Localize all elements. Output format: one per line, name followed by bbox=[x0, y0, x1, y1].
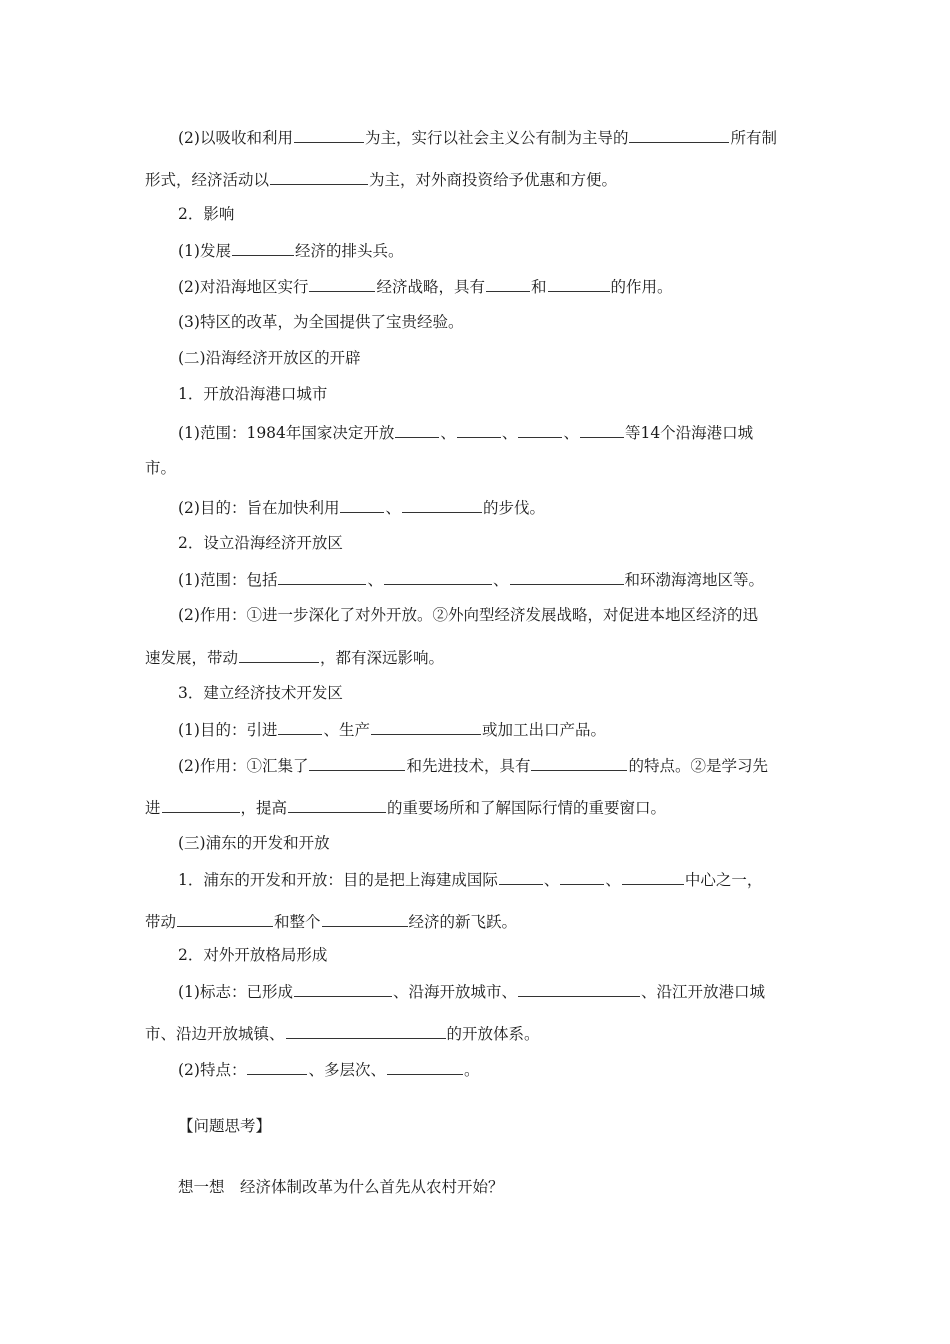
fill-blank[interactable] bbox=[622, 869, 684, 885]
text-line bbox=[178, 833, 950, 853]
fill-blank[interactable] bbox=[387, 1059, 463, 1075]
text-line bbox=[178, 981, 950, 1002]
fill-blank[interactable] bbox=[288, 797, 386, 813]
fill-blank[interactable] bbox=[486, 276, 530, 292]
fill-blank[interactable] bbox=[177, 911, 273, 927]
text-segment: (2)目的：旨在加快利用 bbox=[178, 499, 340, 517]
text-segment: 市、沿边开放城镇、 bbox=[145, 1025, 285, 1043]
text-line bbox=[178, 276, 950, 297]
text-line bbox=[178, 422, 950, 443]
text-line bbox=[145, 647, 950, 668]
text-segment: 、 bbox=[563, 424, 579, 442]
text-segment: 、 bbox=[501, 424, 518, 442]
fill-blank[interactable] bbox=[162, 797, 240, 813]
text-segment: 想一想 经济体制改革为什么首先从农村开始？ bbox=[178, 1178, 504, 1196]
fill-blank[interactable] bbox=[247, 1059, 307, 1075]
fill-blank[interactable] bbox=[340, 497, 384, 513]
text-line bbox=[178, 240, 950, 261]
fill-blank[interactable] bbox=[294, 127, 364, 143]
text-segment: 、 bbox=[440, 424, 456, 442]
fill-blank[interactable] bbox=[548, 276, 610, 292]
text-segment: 和 bbox=[530, 278, 547, 296]
text-segment: 速发展，带动 bbox=[145, 649, 239, 667]
text-line bbox=[145, 911, 950, 932]
text-segment: 、多层次、 bbox=[308, 1061, 386, 1079]
text-segment: (二)沿海经济开放区的开辟 bbox=[178, 349, 361, 367]
text-segment: (三)浦东的开发和开放 bbox=[178, 834, 330, 852]
text-segment: 的开放体系。 bbox=[446, 1025, 540, 1043]
text-segment: 等14个沿海港口城 bbox=[624, 424, 754, 442]
text-line bbox=[145, 458, 950, 478]
text-segment: ，提高 bbox=[240, 799, 288, 817]
text-segment: (3)特区的改革，为全国提供了宝贵经验。 bbox=[178, 313, 464, 331]
text-segment: 带动 bbox=[145, 913, 177, 931]
text-line bbox=[178, 348, 950, 368]
text-segment: 所有制 bbox=[730, 129, 777, 147]
text-segment: (2)对沿海地区实行 bbox=[178, 278, 309, 296]
text-segment: 的步伐。 bbox=[482, 499, 545, 517]
fill-blank[interactable] bbox=[286, 1023, 446, 1039]
text-segment: 2．影响 bbox=[178, 205, 235, 223]
text-line bbox=[178, 1177, 950, 1197]
fill-blank[interactable] bbox=[294, 981, 392, 997]
fill-blank[interactable] bbox=[278, 719, 322, 735]
text-segment: 、 bbox=[492, 571, 509, 589]
text-segment: (1)范围：包括 bbox=[178, 571, 278, 589]
text-segment: 。 bbox=[463, 1061, 480, 1079]
text-line bbox=[178, 945, 950, 965]
text-segment: ，都有深远影响。 bbox=[320, 649, 445, 667]
text-segment: 【问题思考】 bbox=[178, 1117, 272, 1135]
text-line bbox=[178, 755, 950, 776]
fill-blank[interactable] bbox=[402, 497, 482, 513]
fill-blank[interactable] bbox=[531, 755, 627, 771]
text-segment: 、沿江开放港口城 bbox=[640, 983, 765, 1001]
text-segment: 经济的新飞跃。 bbox=[408, 913, 518, 931]
fill-blank[interactable] bbox=[278, 569, 366, 585]
text-segment: (1)范围：1984年国家决定开放 bbox=[178, 424, 395, 442]
fill-blank[interactable] bbox=[510, 569, 624, 585]
text-segment: (1)标志：已形成 bbox=[178, 983, 293, 1001]
text-segment: 的特点。②是学习先 bbox=[628, 757, 768, 775]
text-segment: 、 bbox=[543, 871, 560, 889]
fill-blank[interactable] bbox=[371, 719, 481, 735]
text-segment: 3．建立经济技术开发区 bbox=[178, 684, 343, 702]
text-line bbox=[178, 312, 950, 332]
fill-blank[interactable] bbox=[580, 422, 624, 438]
text-segment: 、 bbox=[605, 871, 621, 889]
text-segment: 的作用。 bbox=[610, 278, 673, 296]
fill-blank[interactable] bbox=[322, 911, 408, 927]
text-line bbox=[178, 1116, 950, 1136]
text-segment: (2)作用：①汇集了 bbox=[178, 757, 309, 775]
text-segment: 为主，实行以社会主义公有制为主导的 bbox=[364, 129, 629, 147]
text-segment: 、 bbox=[385, 499, 401, 517]
fill-blank[interactable] bbox=[395, 422, 439, 438]
text-line bbox=[178, 1059, 950, 1080]
fill-blank[interactable] bbox=[309, 276, 375, 292]
fill-blank[interactable] bbox=[239, 647, 319, 663]
text-segment: 经济战略，具有 bbox=[376, 278, 485, 296]
text-segment: 、 bbox=[367, 571, 383, 589]
text-line bbox=[178, 384, 950, 404]
text-line bbox=[145, 1023, 950, 1044]
text-line bbox=[145, 169, 950, 190]
fill-blank[interactable] bbox=[457, 422, 501, 438]
text-segment: 形式，经济活动以 bbox=[145, 171, 270, 189]
fill-blank[interactable] bbox=[499, 869, 543, 885]
text-segment: 和环渤海湾地区等。 bbox=[624, 571, 765, 589]
fill-blank[interactable] bbox=[270, 169, 368, 185]
text-segment: 和整个 bbox=[274, 913, 321, 931]
text-segment: 、沿海开放城市、 bbox=[392, 983, 517, 1001]
text-line bbox=[178, 869, 950, 890]
fill-blank[interactable] bbox=[518, 981, 640, 997]
text-segment: (2)特点： bbox=[178, 1061, 247, 1079]
text-segment: 或加工出口产品。 bbox=[481, 721, 606, 739]
fill-blank[interactable] bbox=[629, 127, 729, 143]
text-segment: (2)以吸收和利用 bbox=[178, 129, 293, 147]
fill-blank[interactable] bbox=[232, 240, 294, 256]
text-line bbox=[145, 797, 950, 818]
text-segment: 、生产 bbox=[323, 721, 370, 739]
text-line bbox=[178, 605, 950, 625]
text-segment: 2．对外开放格局形成 bbox=[178, 946, 328, 964]
text-line bbox=[178, 569, 950, 590]
text-segment: 1．浦东的开发和开放：目的是把上海建成国际 bbox=[178, 871, 498, 889]
text-segment: (1)目的：引进 bbox=[178, 721, 278, 739]
text-segment: 2．设立沿海经济开放区 bbox=[178, 534, 343, 552]
text-line bbox=[178, 204, 950, 224]
text-segment: 的重要场所和了解国际行情的重要窗口。 bbox=[387, 799, 667, 817]
text-segment: 1．开放沿海港口城市 bbox=[178, 385, 328, 403]
text-segment: 进 bbox=[145, 799, 161, 817]
text-line bbox=[178, 127, 950, 148]
text-segment: 经济的排头兵。 bbox=[294, 242, 404, 260]
text-line bbox=[178, 719, 950, 740]
text-line bbox=[178, 683, 950, 703]
text-segment: (1)发展 bbox=[178, 242, 231, 260]
text-segment: (2)作用：①进一步深化了对外开放。②外向型经济发展战略，对促进本地区经济的迅 bbox=[178, 606, 758, 624]
fill-blank[interactable] bbox=[384, 569, 492, 585]
text-segment: 和先进技术，具有 bbox=[406, 757, 531, 775]
text-segment: 中心之一， bbox=[684, 871, 763, 889]
text-line bbox=[178, 533, 950, 553]
fill-blank[interactable] bbox=[560, 869, 604, 885]
text-line bbox=[178, 497, 950, 518]
text-segment: 为主，对外商投资给予优惠和方便。 bbox=[369, 171, 618, 189]
fill-blank[interactable] bbox=[518, 422, 562, 438]
text-segment: 市。 bbox=[145, 459, 177, 477]
fill-blank[interactable] bbox=[309, 755, 405, 771]
